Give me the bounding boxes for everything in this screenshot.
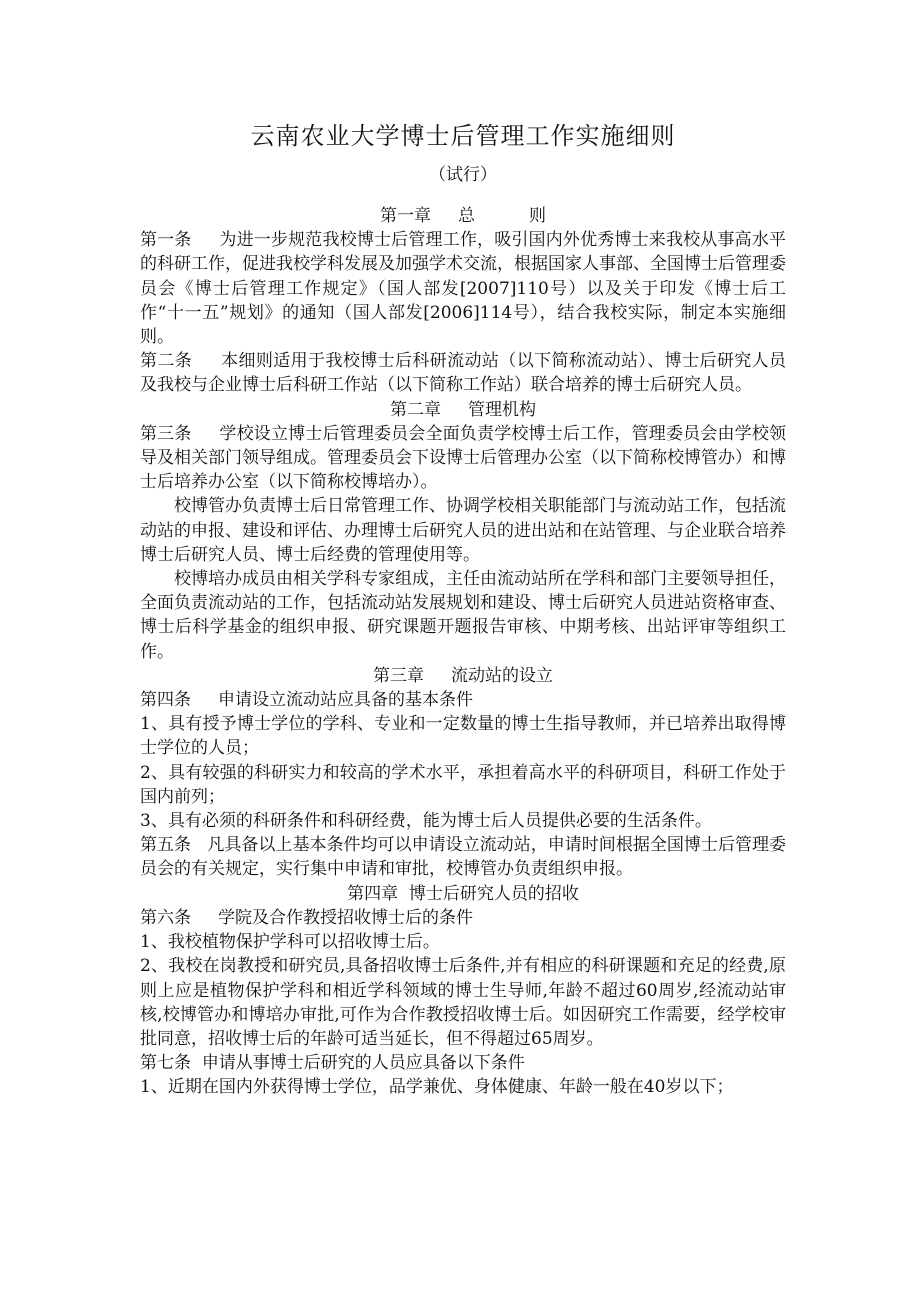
article-label: 第五条 xyxy=(140,835,208,856)
article-label: 第三条 xyxy=(140,423,220,444)
article-text: 申请从事博士后研究的人员应具备以下条件 xyxy=(201,1053,525,1074)
article-text: 申请设立流动站应具备的基本条件 xyxy=(218,690,474,711)
article-6 xyxy=(140,906,786,930)
section-chapter-2 xyxy=(140,398,786,664)
article-label: 第一条 xyxy=(140,230,220,251)
chapter-heading: 第一章 总 则 xyxy=(379,206,547,226)
chapter-heading: 第三章 流动站的设立 xyxy=(372,665,554,686)
article-label: 第二条 xyxy=(140,351,222,372)
list-item: 3、具有必须的科研条件和科研经费，能为博士后人员提供必要的生活条件。 xyxy=(140,811,712,832)
section-chapter-4 xyxy=(140,882,786,1100)
article-text: 学院及合作教授招收博士后的条件 xyxy=(218,907,474,928)
article-text: 本细则适用于我校博士后科研流动站（以下简称流动站）、博士后研究人员及我校与企业博士后科研工作站（以下简称工作站）联合培养的博士后研究人员。 xyxy=(140,351,786,396)
article-text: 凡具备以上基本条件均可以申请设立流动站，申请时间根据全国博士后管理委员会的有关规定，实行集中申请和审批，校博管办负责组织申报。 xyxy=(140,835,787,880)
article-label: 第六条 xyxy=(140,907,219,928)
document-page xyxy=(140,118,786,1100)
article-7 xyxy=(140,1051,786,1075)
list-item: 1、具有授予博士学位的学科、专业和一定数量的博士生指导教师，并已培养出取得博士学位的人员； xyxy=(140,714,786,759)
chapter-heading: 第二章 管理机构 xyxy=(389,399,537,420)
article-2 xyxy=(140,349,786,397)
chapter-heading: 第四章 博士后研究人员的招收 xyxy=(347,883,579,904)
section-chapter-3 xyxy=(140,664,786,882)
article-5 xyxy=(140,833,786,881)
article-3 xyxy=(140,422,786,495)
article-label: 第七条 xyxy=(140,1053,202,1074)
list-item: 2、具有较强的科研实力和较高的学术水平，承担着高水平的科研项目，科研工作处于国内前列； xyxy=(140,762,786,807)
list-item: 2、我校在岗教授和研究员,具备招收博士后条件,并有相应的科研课题和充足的经费,原则上应是植物保护学科和相近学科领域的博士生导师,年龄不超过60周岁,经流动站审核,校博管办和博培办审批,可作为合作教授招收博士后。如因研究工作需要，经学校审批同意，招收博士后的年龄可适当延长，但不得超过65周岁。 xyxy=(140,956,786,1049)
paragraph-training-office: 校博培办成员由相关学科专家组成，主任由流动站所在学科和部门主要领导担任，全面负责流动站的工作，包括流动站发展规划和建设、博士后研究人员进站资格审查、博士后科学基金的组织申报、研究课题开题报告审核、中期考核、出站评审等组织工作。 xyxy=(140,569,786,662)
article-4 xyxy=(140,688,786,712)
article-1 xyxy=(140,228,786,349)
article-text: 学校设立博士后管理委员会全面负责学校博士后工作，管理委员会由学校领导及相关部门领导组成。管理委员会下设博士后管理办公室（以下简称校博管办）和博士后培养办公室（以下简称校博培办）。 xyxy=(140,423,786,493)
list-item: 1、我校植物保护学科可以招收博士后。 xyxy=(140,932,440,953)
list-item: 1、近期在国内外获得博士学位，品学兼优、身体健康、年龄一般在40岁以下； xyxy=(140,1077,734,1098)
article-label: 第四条 xyxy=(140,690,219,711)
document-title: 云南农业大学博士后管理工作实施细则 xyxy=(250,122,676,150)
article-text: 为进一步规范我校博士后管理工作，吸引国内外优秀博士来我校从事高水平的科研工作，促进我校学科发展及加强学术交流，根据国家人事部、全国博士后管理委员会《博士后管理工作规定》（国人部发[2007]110号）以及关于印发《博士后工作“十一五”规划》的通知（国人部发[2006]114号），结合我校实际，制定本实施细则。 xyxy=(140,230,786,348)
section-chapter-1 xyxy=(140,204,786,398)
paragraph-office-duties: 校博管办负责博士后日常管理工作、协调学校相关职能部门与流动站工作，包括流动站的申报、建设和评估、办理博士后研究人员的进出站和在站管理、与企业联合培养博士后研究人员、博士后经费的管理使用等。 xyxy=(140,496,786,565)
document-subtitle: （试行） xyxy=(429,165,497,185)
